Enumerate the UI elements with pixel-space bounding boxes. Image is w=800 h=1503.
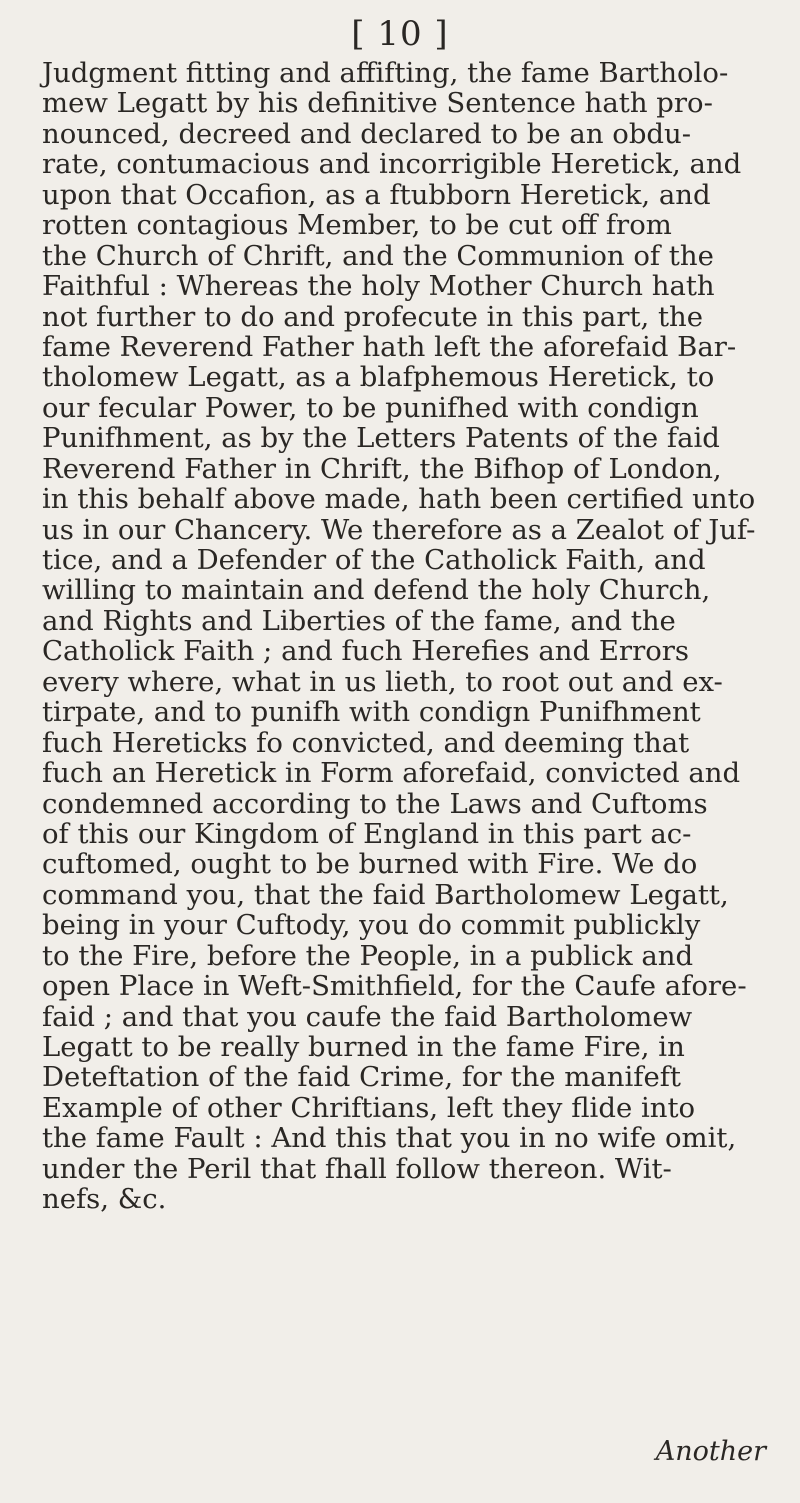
- text-line: fuch Hereticks fo convicted, and deeming that: [42, 726, 690, 759]
- text-line: and Rights and Liberties of the fame, and the: [42, 604, 676, 637]
- text-line: tholomew Legatt, as a blafphemous Heretick, to: [42, 361, 715, 394]
- text-line: open Place in Weft-Smithfield, for the Caufe afore-: [42, 970, 747, 1003]
- text-line: our fecular Power, to be punifhed with condign: [42, 391, 699, 424]
- text-line: being in your Cuftody, you do commit publickly: [42, 909, 701, 942]
- text-line: of this our Kingdom of England in this part ac-: [42, 817, 692, 850]
- text-line: condemned according to the Laws and Cuftoms: [42, 787, 708, 820]
- text-line: under the Peril that fhall follow thereon. Wit-: [42, 1152, 672, 1185]
- text-line: fuch an Heretick in Form aforefaid, convicted and: [42, 757, 741, 790]
- text-line: mew Legatt by his definitive Sentence hath pro-: [42, 87, 713, 120]
- text-line: us in our Chancery. We therefore as a Zealot of Juf-: [42, 513, 756, 546]
- text-line: willing to maintain and defend the holy Church,: [42, 574, 711, 607]
- text-line: rotten contagious Member, to be cut off from: [42, 209, 672, 242]
- text-line: Deteftation of the faid Crime, for the manifeft: [42, 1061, 681, 1094]
- text-line: upon that Occafion, as a ftubborn Heretick, and: [42, 178, 711, 211]
- text-line: faid ; and that you caufe the faid Bartholomew: [42, 1000, 693, 1033]
- text-line: Punifhment, as by the Letters Patents of the faid: [42, 422, 720, 455]
- page-number: [ 10 ]: [351, 14, 449, 54]
- body-text: [42, 58, 767, 1215]
- text-line: Faithful : Whereas the holy Mother Church hath: [42, 270, 715, 303]
- text-line: fame Reverend Father hath left the aforefaid Bar-: [42, 330, 737, 363]
- text-line: every where, what in us lieth, to root out and ex-: [42, 665, 723, 698]
- text-line: not further to do and profecute in this part, the: [42, 300, 704, 333]
- text-line: Example of other Chriftians, left they flide into: [42, 1091, 696, 1124]
- text-line: Reverend Father in Chrift, the Bifhop of London,: [42, 452, 722, 485]
- text-line: rate, contumacious and incorrigible Heretick, and: [42, 148, 742, 181]
- text-line: the fame Fault : And this that you in no wife omit,: [42, 1122, 737, 1155]
- text-line: Judgment fitting and affifting, the fame Bartholo-: [42, 57, 729, 89]
- text-line: command you, that the faid Bartholomew Legatt,: [42, 878, 729, 911]
- text-line: nounced, decreed and declared to be an obdu-: [42, 117, 692, 150]
- text-line: cuftomed, ought to be burned with Fire. We do: [42, 848, 698, 881]
- text-line: tice, and a Defender of the Catholick Faith, and: [42, 544, 706, 576]
- text-line: the Church of Chrift, and the Communion of the: [42, 239, 714, 272]
- catchword: Another: [655, 1436, 766, 1467]
- text-line: nefs, &c.: [42, 1183, 167, 1216]
- text-line: Legatt to be really burned in the fame Fire, in: [42, 1031, 685, 1063]
- text-line: tirpate, and to punifh with condign Punifhment: [42, 696, 701, 729]
- text-line: in this behalf above made, hath been certified unto: [42, 483, 756, 516]
- text-line: Catholick Faith ; and fuch Herefies and Errors: [42, 635, 690, 668]
- text-line: to the Fire, before the People, in a publick and: [42, 939, 694, 972]
